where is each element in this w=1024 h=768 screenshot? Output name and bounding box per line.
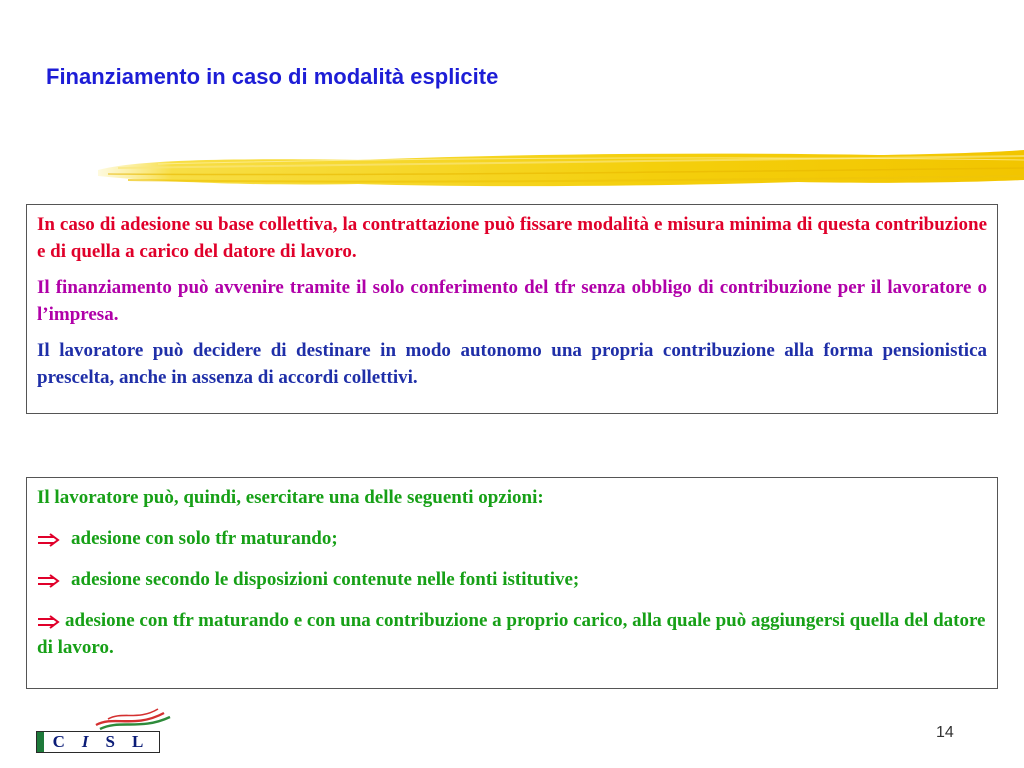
paragraph-collective-adhesion: In caso di adesione su base collettiva, la contrattazione può fissare modalità e misura minima di questa contribuzione e di quella a carico del datore di lavoro. <box>37 214 987 262</box>
logo-text: C I S L <box>36 731 160 753</box>
paragraph-tfr-funding: Il finanziamento può avvenire tramite il solo conferimento del tfr senza obbligo di contribuzione per il lavoratore o l’impresa. <box>37 277 987 325</box>
options-box <box>26 477 998 689</box>
option-text: adesione secondo le disposizioni contenute nelle fonti istitutive; <box>71 569 580 590</box>
cisl-logo <box>36 703 162 755</box>
logo-waves-icon <box>94 703 204 731</box>
slide-title: Finanziamento in caso di modalità esplicite <box>46 64 499 89</box>
option-item <box>37 607 987 661</box>
options-intro: Il lavoratore può, quindi, esercitare una delle seguenti opzioni: <box>37 487 544 508</box>
contribution-info-box <box>26 204 998 414</box>
option-item <box>37 566 987 593</box>
double-right-arrow-icon <box>37 525 71 552</box>
option-item <box>37 525 987 552</box>
page-number: 14 <box>936 724 954 741</box>
double-right-arrow-icon <box>37 566 71 593</box>
yellow-brush-stroke <box>98 146 1024 190</box>
paragraph-autonomous-contribution: Il lavoratore può decidere di destinare in modo autonomo una propria contribuzione alla forma pensionistica prescelta, anche in assenza di accordi collettivi. <box>37 340 987 388</box>
option-text: adesione con tfr maturando e con una contribuzione a proprio carico, alla quale può aggiungersi quella del datore di lavoro. <box>37 610 986 658</box>
option-text: adesione con solo tfr maturando; <box>71 528 338 549</box>
double-right-arrow-icon <box>37 607 65 634</box>
